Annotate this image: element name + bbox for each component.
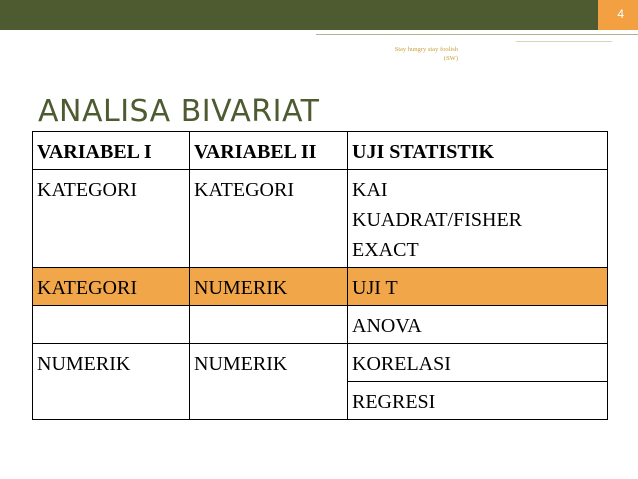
header-uji-statistik: UJI STATISTIK bbox=[348, 132, 608, 170]
empty-cell bbox=[190, 306, 348, 344]
slide-title: ANALISA BIVARIAT bbox=[38, 94, 320, 129]
table-row bbox=[33, 170, 608, 268]
test-line-3: EXACT bbox=[352, 239, 419, 261]
quote-text bbox=[358, 45, 458, 63]
row-regresi-test: REGRESI bbox=[348, 382, 608, 420]
row-kategori-numerik-var2: NUMERIK bbox=[190, 268, 348, 306]
test-line-2: KUADRAT/FISHER bbox=[352, 209, 523, 231]
top-bar bbox=[0, 0, 638, 30]
test-line-1: KAI bbox=[352, 179, 388, 201]
divider-line-short bbox=[516, 41, 612, 42]
divider-line bbox=[316, 34, 638, 35]
table-row-highlighted bbox=[33, 268, 608, 306]
header-variabel-2: VARIABEL II bbox=[190, 132, 348, 170]
row-uji-t-test: UJI T bbox=[348, 268, 608, 306]
row-kategori-var1: KATEGORI bbox=[33, 170, 190, 268]
row-numerik-var2: NUMERIK bbox=[190, 344, 348, 420]
quote-line-2: (SW) bbox=[443, 55, 458, 62]
statistics-table bbox=[32, 131, 608, 420]
row-anova-test: ANOVA bbox=[348, 306, 608, 344]
slide-number: 4 bbox=[617, 7, 624, 21]
quote-line-1: Stay hungry stay foolish bbox=[394, 46, 458, 53]
row-kategori-numerik-var1: KATEGORI bbox=[33, 268, 190, 306]
table-header-row bbox=[33, 132, 608, 170]
table-row bbox=[33, 306, 608, 344]
empty-cell bbox=[33, 306, 190, 344]
table-row bbox=[33, 344, 608, 382]
row-kategori-var2: KATEGORI bbox=[190, 170, 348, 268]
header-variabel-1: VARIABEL I bbox=[33, 132, 190, 170]
row-kai-kuadrat-test bbox=[348, 170, 608, 268]
row-numerik-var1: NUMERIK bbox=[33, 344, 190, 420]
row-korelasi-test: KORELASI bbox=[348, 344, 608, 382]
